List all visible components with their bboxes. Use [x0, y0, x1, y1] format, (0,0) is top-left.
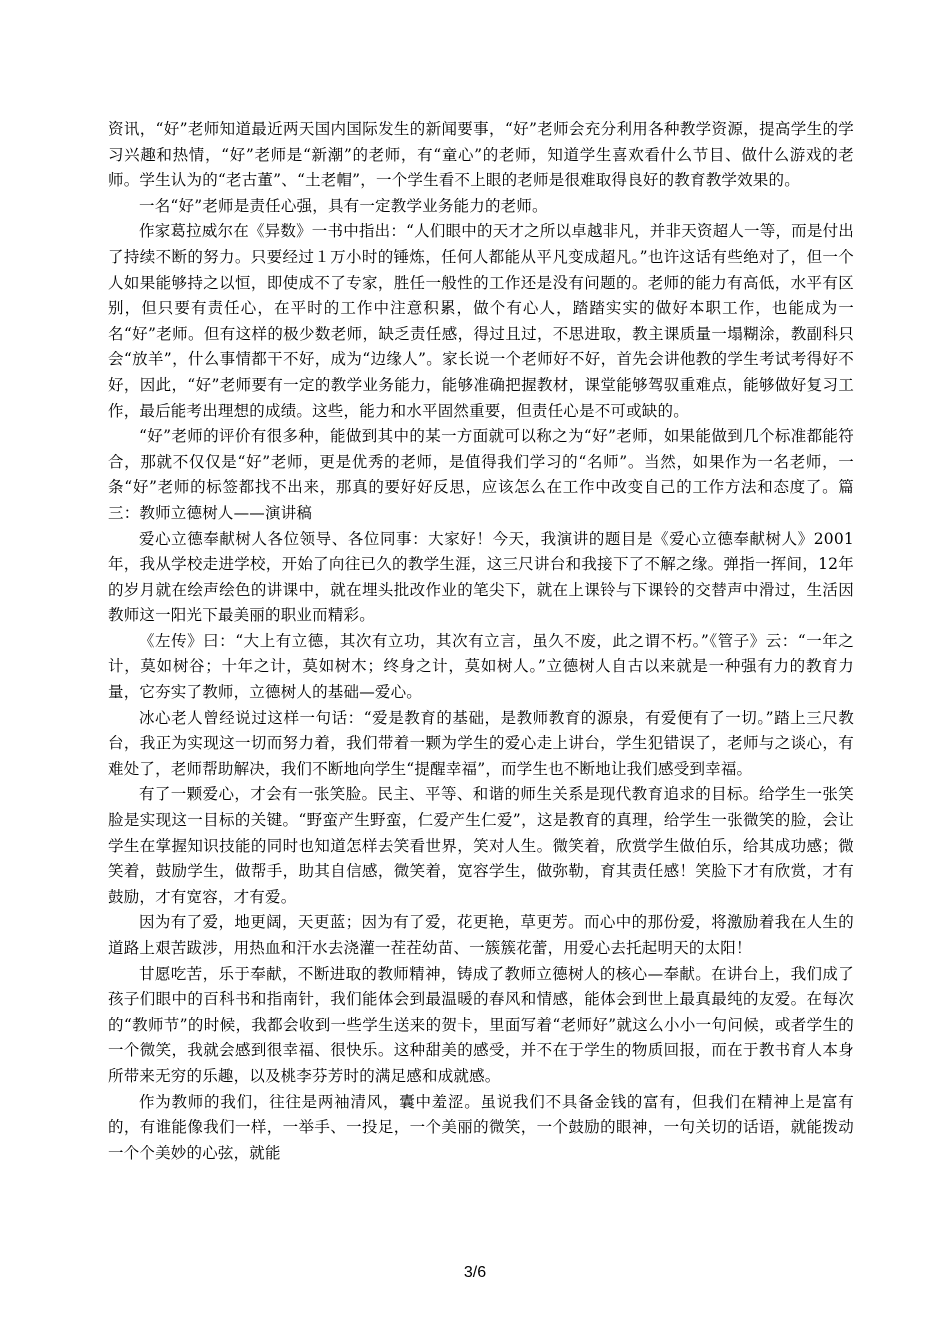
- paragraph: 资讯，“好”老师知道最近两天国内国际发生的新闻要事，“好”老师会充分利用各种教学资源，提高学生的学习兴趣和热情，“好”老师是“新潮”的老师，有“童心”的老师，知道学生喜欢看什么节目、做什么游戏的老师。学生认为的“老古董”、“土老帽”，一个学生看不上眼的老师是很难取得良好的教育教学效果的。: [108, 120, 854, 190]
- paragraph: 因为有了爱，地更阔，天更蓝；因为有了爱，花更艳，草更芳。而心中的那份爱，将激励着我在人生的道路上艰苦跋涉，用热血和汗水去浇灌一茬茬幼苗、一簇簇花蕾，用爱心去托起明天的太阳！: [108, 913, 854, 957]
- paragraph: 有了一颗爱心，才会有一张笑脸。民主、平等、和谐的师生关系是现代教育追求的目标。给学生一张笑脸是实现这一目标的关键。“野蛮产生野蛮，仁爱产生仁爱”，这是教育的真理，给学生一张微笑的脸，会让学生在掌握知识技能的同时也知道怎样去笑看世界，笑对人生。微笑着，欣赏学生做伯乐，给其成功感；微笑着，鼓励学生，做帮手，助其自信感，微笑着，宽容学生，做弥勒，育其责任感！笑脸下才有欣赏，才有鼓励，才有宽容，才有爱。: [108, 785, 854, 906]
- document-body: [108, 117, 854, 1166]
- paragraph: 作家葛拉威尔在《异数》一书中指出：“人们眼中的天才之所以卓越非凡，并非天资超人一等，而是付出了持续不断的努力。只要经过１万小时的锤炼，任何人都能从平凡变成超凡。”也许这话有些绝对了，但一个人如果能够持之以恒，即使成不了专家，胜任一般性的工作还是没有问题的。老师的能力有高低，水平有区别，但只要有责任心，在平时的工作中注意积累，做个有心人，踏踏实实的做好本职工作，也能成为一名“好”老师。但有这样的极少数老师，缺乏责任感，得过且过，不思进取，教主课质量一塌糊涂，教副科只会“放羊”，什么事情都干不好，成为“边缘人”。家长说一个老师好不好，首先会讲他教的学生考试考得好不好，因此，“好”老师要有一定的教学业务能力，能够准确把握教材，课堂能够驾驭重难点，能够做好复习工作，最后能考出理想的成绩。这些，能力和水平固然重要，但责任心是不可或缺的。: [108, 222, 854, 420]
- page-number: 3/6: [463, 1264, 487, 1281]
- paragraph: 《左传》曰：“大上有立德，其次有立功，其次有立言，虽久不废，此之谓不朽。”《管子》云：“一年之计，莫如树谷；十年之计，莫如树木；终身之计，莫如树人。”立德树人自古以来就是一种强有力的教育力量，它夯实了教师，立德树人的基础—爱心。: [108, 631, 854, 702]
- paragraph: 作为教师的我们，往往是两袖清风，囊中羞涩。虽说我们不具备金钱的富有，但我们在精神上是富有的，有谁能像我们一样，一举手、一投足，一个美丽的微笑，一个鼓励的眼神，一句关切的话语，就能拨动一个个美妙的心弦，就能: [108, 1092, 854, 1162]
- paragraph: 甘愿吃苦，乐于奉献，不断进取的教师精神，铸成了教师立德树人的核心—奉献。在讲台上，我们成了孩子们眼中的百科书和指南针，我们能体会到最温暖的春风和情感，能体会到世上最真最纯的友爱。在每次的“教师节”的时候，我都会收到一些学生送来的贺卡，里面写着“老师好”就这么小小一句问候，或者学生的一个微笑，我就会感到很幸福、很快乐。这种甜美的感受，并不在于学生的物质回报，而在于教书育人本身所带来无穷的乐趣，以及桃李芬芳时的满足感和成就感。: [108, 964, 854, 1085]
- paragraph: “好”老师的评价有很多种，能做到其中的某一方面就可以称之为“好”老师，如果能做到几个标准都能符合，那就不仅仅是“好”老师，更是优秀的老师，是值得我们学习的“名师”。当然，如果作为一名老师，一条“好”老师的标签都找不出来，那真的要好好反思，应该怎么在工作中改变自己的工作方法和态度了。篇三：教师立德树人——演讲稿: [108, 427, 854, 522]
- paragraph: 冰心老人曾经说过这样一句话：“爱是教育的基础，是教师教育的源泉，有爱便有了一切。”踏上三尺教台，我正为实现这一切而努力着，我们带着一颗为学生的爱心走上讲台，学生犯错误了，老师与之谈心，有难处了，老师帮助解决，我们不断地向学生“提醒幸福”，而学生也不断地让我们感受到幸福。: [108, 708, 854, 778]
- paragraph: 爱心立德奉献树人各位领导、各位同事：大家好！今天，我演讲的题目是《爱心立德奉献树人》2001年，我从学校走进学校，开始了向往已久的教学生涯，这三尺讲台和我接下了不解之缘。弹指一挥间，12年的岁月就在绘声绘色的讲课中，就在埋头批改作业的笔尖下，就在上课铃与下课铃的交替声中滑过，生活因教师这一阳光下最美丽的职业而精彩。: [108, 529, 854, 625]
- paragraph: 一名“好”老师是责任心强，具有一定教学业务能力的老师。: [139, 196, 548, 215]
